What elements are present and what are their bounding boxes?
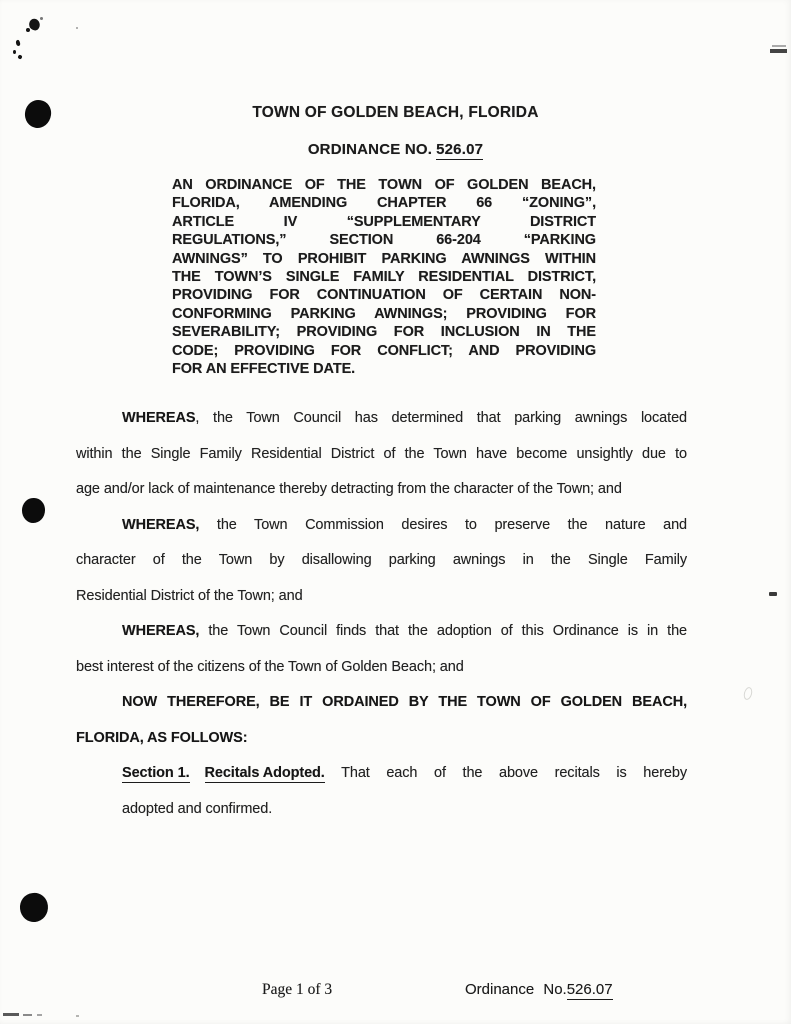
caption-line: REGULATIONS,” SECTION 66-204 “PARKING: [172, 232, 596, 249]
recital-line: character of the Town by disallowing parking awnings in the Single Family: [76, 552, 687, 568]
section-line: Section 1. Recitals Adopted. That each of the above recitals is hereby: [122, 765, 687, 781]
scan-mark: [3, 1013, 19, 1016]
ordinance-number-heading: [0, 141, 791, 158]
ink-smudge: [17, 54, 22, 59]
ordinance-number-label: ORDINANCE NO.: [307, 141, 433, 158]
enactment-line: FLORIDA, AS FOLLOWS:: [76, 729, 248, 746]
scan-mark: [742, 686, 753, 701]
document-title: TOWN OF GOLDEN BEACH, FLORIDA: [252, 104, 539, 121]
enactment-line: NOW THEREFORE, BE IT ORDAINED BY THE TOWN OF GOLDEN BEACH,: [122, 694, 687, 710]
section-line: adopted and confirmed.: [122, 800, 273, 817]
ordinance-number-value: 526.07: [436, 141, 484, 158]
caption-line: PROVIDING FOR CONTINUATION OF CERTAIN NON-: [172, 287, 596, 304]
whereas-lead: WHEREAS: [122, 410, 196, 426]
caption-line: FOR AN EFFECTIVE DATE.: [172, 360, 356, 377]
whereas-lead: WHEREAS,: [122, 516, 200, 533]
caption-line: SEVERABILITY; PROVIDING FOR INCLUSION IN THE: [172, 324, 596, 341]
caption-line: CODE; PROVIDING FOR CONFLICT; AND PROVIDING: [172, 342, 596, 359]
caption-line: FLORIDA, AMENDING CHAPTER 66 “ZONING”,: [172, 195, 596, 212]
recital-line: Residential District of the Town; and: [76, 587, 303, 604]
recital-line: age and/or lack of maintenance thereby detracting from the character of the Town; and: [76, 481, 622, 497]
scan-mark: [76, 1015, 79, 1017]
section-heading: Recitals Adopted.: [204, 765, 325, 781]
scan-mark: [37, 1014, 42, 1016]
section-1: [122, 756, 687, 827]
ink-speck: [76, 27, 78, 29]
hole-punch-bottom: [19, 892, 50, 924]
ordinance-body: [76, 401, 687, 827]
scan-mark: [769, 592, 777, 596]
ink-smudge: [15, 39, 21, 46]
section-number: Section 1.: [122, 765, 190, 781]
ink-smudge: [40, 17, 43, 20]
scan-mark: [770, 49, 787, 53]
recital-line: WHEREAS, the Town Council finds that the adoption of this Ordinance is in the: [122, 623, 687, 639]
caption-line: AN ORDINANCE OF THE TOWN OF GOLDEN BEACH,: [172, 177, 596, 193]
footer-ordinance-label: Ordinance No.: [465, 981, 567, 998]
recital-line: WHEREAS, the Town Commission desires to preserve the nature and: [122, 516, 687, 533]
scan-mark: [772, 45, 786, 47]
whereas-lead: WHEREAS,: [122, 623, 200, 639]
recital-2: [76, 508, 687, 615]
caption-line: CONFORMING PARKING AWNINGS; PROVIDING FOR: [172, 305, 596, 322]
caption-line: ARTICLE IV “SUPPLEMENTARY DISTRICT: [172, 213, 596, 230]
ordinance-caption: [172, 176, 596, 378]
recital-1: [76, 401, 687, 508]
caption-line: THE TOWN’S SINGLE FAMILY RESIDENTIAL DISTRICT,: [172, 268, 596, 285]
recital-line: best interest of the citizens of the Town of Golden Beach; and: [76, 658, 464, 675]
scan-mark: [23, 1014, 32, 1016]
ink-smudge: [13, 50, 16, 54]
recital-line: within the Single Family Residential District of the Town have become unsightly due to: [76, 445, 687, 462]
footer-ordinance-reference: [465, 981, 613, 998]
hole-punch-middle: [22, 498, 45, 523]
footer-ordinance-number: 526.07: [566, 981, 613, 998]
recital-3: [76, 614, 687, 685]
caption-line: AWNINGS” TO PROHIBIT PARKING AWNINGS WITHIN: [172, 250, 596, 267]
recital-line: WHEREAS, the Town Council has determined that parking awnings located: [122, 410, 687, 426]
page-number: Page 1 of 3: [262, 981, 333, 998]
enactment-clause: [76, 685, 687, 756]
ink-smudge: [26, 28, 30, 32]
